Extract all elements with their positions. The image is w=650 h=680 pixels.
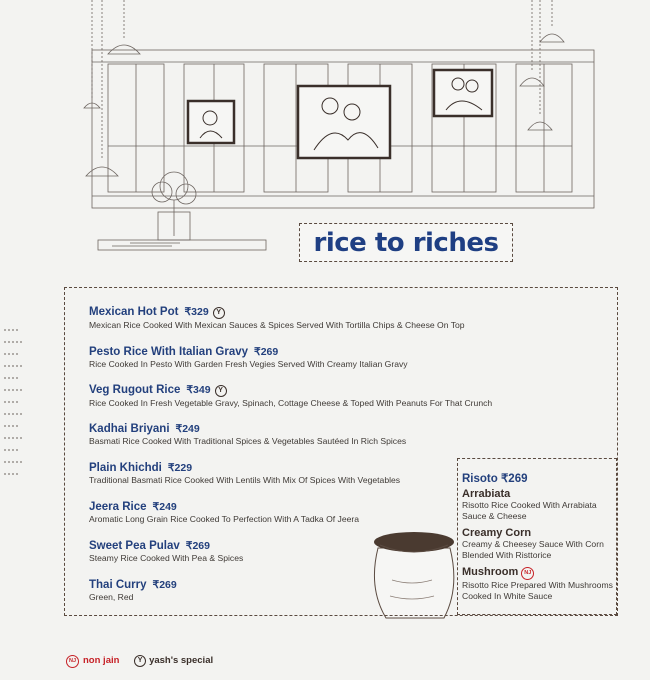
menu-item-name: Sweet Pea Pulav [89, 540, 180, 552]
menu-item [89, 384, 549, 408]
risoto-item-name-line [462, 566, 617, 580]
menu-item-price: ₹249 [175, 423, 200, 435]
menu-item-price: ₹269 [152, 579, 177, 591]
menu-item-title-line [89, 384, 549, 397]
risoto-item-description: Risotto Rice Cooked With Arrabiata Sauce & Cheese [462, 500, 597, 521]
menu-item-title-line [89, 306, 549, 319]
yashs-special-icon: Y [134, 655, 146, 667]
risoto-item-description: Creamy & Cheesey Sauce With Corn Blended With Risttorice [462, 539, 604, 560]
menu-item-price: ₹269 [185, 540, 210, 552]
nonjain-icon: NJ [521, 567, 534, 580]
menu-item-name: Kadhai Briyani [89, 423, 170, 435]
yashs-special-icon: Y [215, 385, 227, 397]
planter-illustration [98, 172, 266, 250]
section-title: rice to riches [313, 227, 499, 258]
menu-item [89, 346, 549, 369]
menu-item-description: Mexican Rice Cooked With Mexican Sauces & Spices Served With Tortilla Chips & Cheese On Top [89, 320, 465, 330]
nonjain-icon: NJ [66, 655, 79, 668]
menu-item-description: Aromatic Long Grain Rice Cooked To Perfection With A Tadka Of Jeera [89, 514, 360, 524]
risoto-price: ₹269 [500, 473, 528, 485]
risoto-item-name-line [462, 488, 617, 500]
risoto-heading [462, 471, 528, 485]
menu-item-name: Thai Curry [89, 579, 147, 591]
menu-item-description: Traditional Basmati Rice Cooked With Lentils With Mix Of Spices With Vegetables [89, 475, 401, 485]
menu-item-description: Steamy Rice Cooked With Pea & Spices [89, 553, 244, 563]
yashs-legend-label: yash's special [149, 655, 214, 666]
menu-item-price: ₹249 [152, 501, 177, 513]
menu-item-description: Green, Red [89, 592, 134, 602]
risoto-item-name: Creamy Corn [462, 527, 532, 539]
menu-item-description: Basmati Rice Cooked With Traditional Spices & Vegetables Sautéed In Rich Spices [89, 436, 407, 446]
menu-item-price: ₹269 [254, 346, 279, 358]
menu-item-name: Veg Rugout Rice [89, 384, 181, 396]
side-decoration [4, 330, 24, 474]
risoto-item-description: Risotto Rice Prepared With Mushrooms Cooked In White Sauce [462, 580, 613, 601]
menu-item-price: ₹329 [184, 306, 209, 318]
risoto-item-name: Mushroom [462, 566, 519, 578]
menu-item-name: Pesto Rice With Italian Gravy [89, 346, 249, 358]
risoto-item-name-line [462, 527, 617, 539]
menu-item-name: Plain Khichdi [89, 462, 162, 474]
nonjain-legend-label: non jain [83, 655, 120, 666]
risoto-item [462, 488, 617, 522]
menu-item-name: Jeera Rice [89, 501, 147, 513]
legend [66, 655, 213, 668]
menu-item-title-line [89, 423, 549, 435]
menu-item-title-line [89, 346, 549, 358]
risoto-item [462, 566, 617, 602]
menu-item [89, 423, 549, 446]
risoto-item [462, 527, 617, 561]
menu-item-description: Rice Cooked In Pesto With Garden Fresh Vegies Served With Creamy Italian Gravy [89, 359, 408, 369]
menu-item [89, 306, 549, 330]
risoto-title: Risoto [462, 473, 498, 485]
risoto-item-name: Arrabiata [462, 488, 511, 500]
menu-item-price: ₹349 [186, 384, 211, 396]
menu-item-description: Rice Cooked In Fresh Vegetable Gravy, Spinach, Cottage Cheese & Toped With Peanuts For That Crunch [89, 398, 493, 408]
section-title-box [299, 223, 513, 262]
menu-item-price: ₹229 [167, 462, 193, 474]
menu-item-name: Mexican Hot Pot [89, 306, 179, 318]
yashs-special-icon: Y [213, 307, 225, 319]
